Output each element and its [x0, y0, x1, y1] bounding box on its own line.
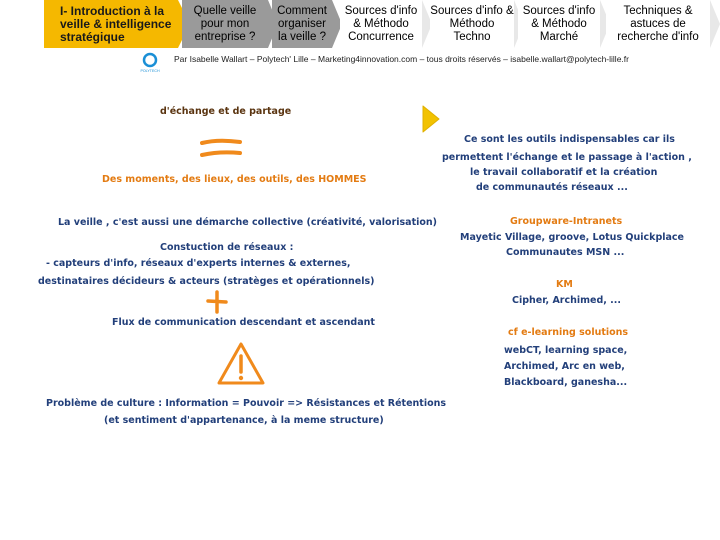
polytech-logo	[134, 52, 166, 74]
tab-label: Sources d'info & Méthodo Marché	[522, 4, 596, 43]
text-elearning-3: Blackboard, ganesha...	[504, 377, 628, 388]
svg-text:POLYTECH: POLYTECH	[140, 69, 160, 73]
text-veille-collective: La veille , c'est aussi une démarche collective (créativité, valorisation)	[58, 217, 438, 228]
text-intro-2: permettent l'échange et le passage à l'action ,	[442, 152, 692, 163]
content-board	[30, 96, 715, 436]
text-groupware-1: Mayetic Village, groove, Lotus Quickplace	[460, 232, 684, 243]
text-capteurs-1: - capteurs d'info, réseaux d'experts internes & externes,	[46, 258, 351, 269]
text-moments: Des moments, des lieux, des outils, des HOMMES	[102, 174, 367, 185]
text-km-1: Cipher, Archimed, ...	[512, 295, 622, 306]
arrow-right-icon	[420, 104, 442, 134]
tab-label: Techniques & astuces de recherche d'info	[617, 4, 699, 43]
text-capteurs-2: destinataires décideurs & acteurs (stratèges et opérationnels)	[38, 276, 375, 287]
text-intro-1: Ce sont les outils indispensables car ils	[464, 134, 675, 145]
text-groupware-2: Communautes MSN ...	[506, 247, 625, 258]
tab-label: Sources d'info & Méthodo Concurrence	[344, 4, 418, 43]
credit-line: Par Isabelle Wallart – Polytech' Lille – Marketing4innovation.com – tous droits réservés – isabelle.wallart@polytech-lille.fr	[174, 54, 629, 64]
tab-label: Quelle veille pour mon entreprise ?	[193, 4, 257, 43]
tab-techno[interactable]	[430, 0, 514, 48]
plus-icon	[206, 290, 228, 314]
tab-label: Sources d'info & Méthodo Techno	[430, 4, 514, 43]
text-elearning-2: Archimed, Arc en web,	[504, 361, 625, 372]
text-km-title: KM	[556, 279, 573, 290]
text-construction: Constuction de réseaux :	[160, 242, 294, 253]
tab-label: Comment organiser la veille ?	[277, 4, 327, 43]
warning-icon	[216, 341, 266, 387]
text-probleme-1: Problème de culture : Information = Pouvoir => Résistances et Rétentions	[46, 398, 447, 409]
tab-marche[interactable]	[518, 0, 600, 48]
tab-concurrence[interactable]	[340, 0, 422, 48]
tab-organiser[interactable]	[272, 0, 332, 48]
tab-techniques[interactable]	[606, 0, 710, 48]
text-intro-4: de communautés réseaux ...	[476, 182, 628, 193]
text-groupware-title: Groupware-Intranets	[510, 216, 623, 227]
text-probleme-2: (et sentiment d'appartenance, à la meme structure)	[104, 415, 384, 426]
tab-quelle-veille[interactable]	[182, 0, 268, 48]
text-elearning-title: cf e-learning solutions	[508, 327, 629, 338]
tab-introduction[interactable]	[48, 0, 178, 48]
text-flux: Flux de communication descendant et ascendant	[112, 317, 375, 328]
text-intro-3: le travail collaboratif et la création	[470, 167, 658, 178]
equals-icon	[198, 136, 244, 162]
tab-label: I- Introduction à la veille & intelligence stratégique	[60, 3, 172, 44]
text-elearning-1: webCT, learning space,	[504, 345, 628, 356]
text-echange: d'échange et de partage	[160, 106, 292, 117]
